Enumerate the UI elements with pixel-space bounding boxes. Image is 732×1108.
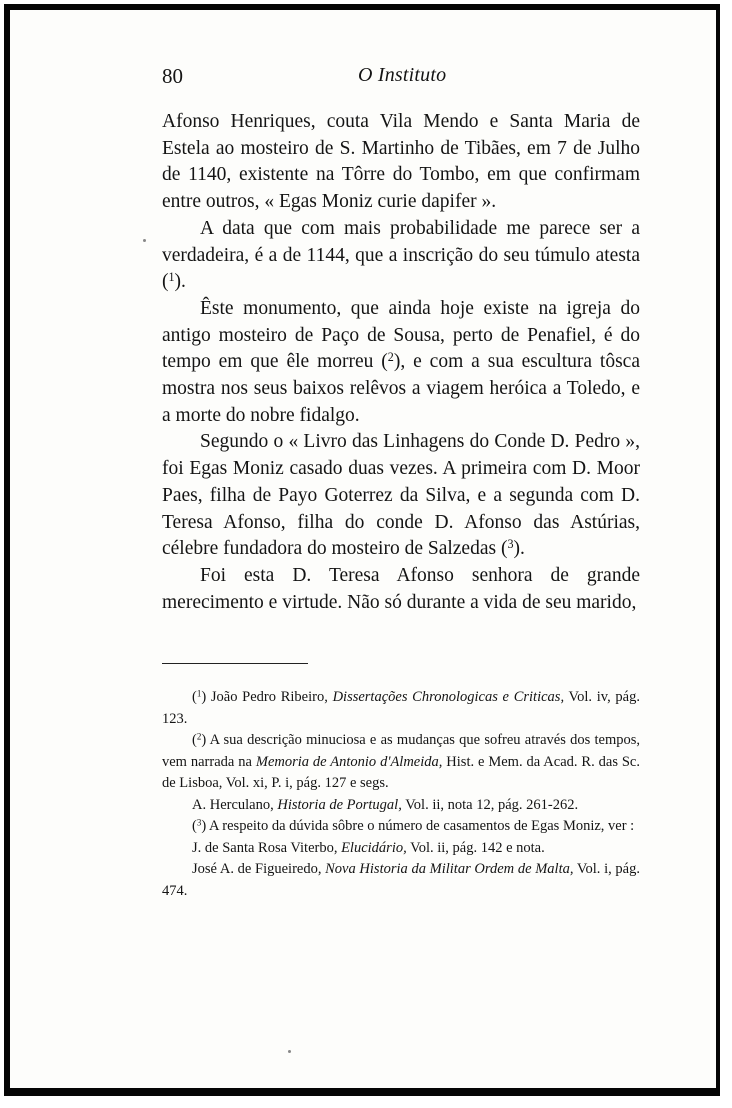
footnote-3c1-text-end: Vol. ii, pág. 142 e nota. [406,839,545,856]
paragraph-5 [162,563,640,616]
footnote-3-text: A respeito da dúvida sôbre o número de casamentos de Egas Moniz, ver : [209,818,635,835]
paragraph-2 [162,216,640,296]
footnote-1-mark: 1 [196,688,202,699]
footnote-3c1-text: J. de Santa Rosa Viterbo, [192,839,342,856]
paragraph-5-text: Foi esta D. Teresa Afonso senhora de grande merecimento e virtude. Não só durante a vida de seu marido, [162,564,640,613]
footnote-2-continuation [162,795,640,817]
running-title: O Instituto [358,64,447,86]
footnote-2-title: Memoria de Antonio d'Almeida, [255,753,443,770]
footnote-3-mark: 3 [196,817,202,828]
footnote-2: ($^2$) A sua descrição minuciosa e as mudanças que sofreu através dos tempos, vem narrada na Memoria de Antonio d'Almeida, Hist. e Mem. da Acad. R. das Sc. de Lisboa, Vol. xi, P. i, pág. 127 e segs. [162,731,640,792]
paragraph-1-text: Afonso Henriques, couta Vila Mendo e Santa Maria de Estela ao mosteiro de S. Martinho de Tibães, em 7 de Julho de 1140, existente na Tôrre do Tombo, em que confirmam entre outros, « Egas Moniz curie dapifer ». [162,111,640,213]
paper-speck [143,239,146,242]
running-header [162,64,640,94]
paragraph-4 [162,429,640,563]
footnote-2c-text-end: Vol. ii, nota 12, pág. 261-262. [401,796,579,813]
paper-speck [288,1050,291,1053]
footnote-2-text-end: Hist. e Mem. da Acad. R. das Sc. de Lisboa, Vol. xi, P. i, pág. 127 e segs. [162,753,640,792]
footnote-divider [162,663,308,664]
footnote-1-title: Dissertações Chronologicas e Criticas, [332,689,565,706]
main-text [162,109,640,616]
footnote-3c2-text-end: Vol. i, pág. 474. [162,861,640,899]
footnote-ref-1: 1 [168,270,175,285]
footnote-1-text: João Pedro Ribeiro, [210,689,333,706]
paragraph-4-text: Segundo o « Livro das Linhagens do Conde D. Pedro », foi Egas Moniz casado duas vezes. A primeira com D. Moor Paes, filha de Payo Goterrez da Silva, e a segunda com D. Teresa Afonso, filha do conde D. Afonso das Astúrias, célebre fundadora do mosteiro de Salzedas ( [162,431,640,560]
footnote-ref-2: 2 [387,350,394,365]
footnote-2-mark: 2 [196,731,202,742]
footnote-1-text-end: Vol. iv, pág. 123. [162,689,640,727]
paragraph-4-text-end: ). [513,538,525,560]
paragraph-3 [162,296,640,430]
footnotes [162,687,640,902]
footnote-2c-title: Historia de Portugal, [277,796,402,813]
footnote-2c-text: A. Herculano, [192,796,278,813]
footnote-3-continuation-1 [162,838,640,860]
footnote-ref-3: 3 [507,537,514,552]
footnote-3-continuation-2 [162,859,640,902]
footnote-3c1-title: Elucidário, [341,839,407,856]
paragraph-2-text-end: ). [174,271,186,293]
paragraph-3-text-end: ), e com a sua escultura tôsca mostra nos seus baixos relêvos a viagem heróica a Toledo, e a morte do nobre fidalgo. [162,351,640,426]
footnote-3c2-title: Nova Historia da Militar Ordem de Malta, [325,861,574,878]
paragraph-2-text: A data que com mais probabilidade me parece ser a verdadeira, é a de 1144, que a inscrição do seu túmulo atesta ( [162,217,640,293]
footnote-1: ($^1$) João Pedro Ribeiro, Dissertações Chronologicas e Criticas, Vol. iv, pág. 123. [162,688,640,727]
book-page [162,64,640,902]
footnote-2-text: A sua descrição minuciosa e as mudanças que sofreu através dos tempos, vem narrada na [162,732,640,770]
page-number: 80 [162,64,183,88]
footnote-3: ($^3$) A respeito da dúvida sôbre o número de casamentos de Egas Moniz, ver : [192,817,635,835]
paragraph-1 [162,109,640,216]
paragraph-3-text: Êste monumento, que ainda hoje existe na igreja do antigo mosteiro de Paço de Sousa, perto de Penafiel, é do tempo em que êle morreu ( [162,297,640,373]
footnote-3c2-text: José A. de Figueiredo, [192,861,326,878]
